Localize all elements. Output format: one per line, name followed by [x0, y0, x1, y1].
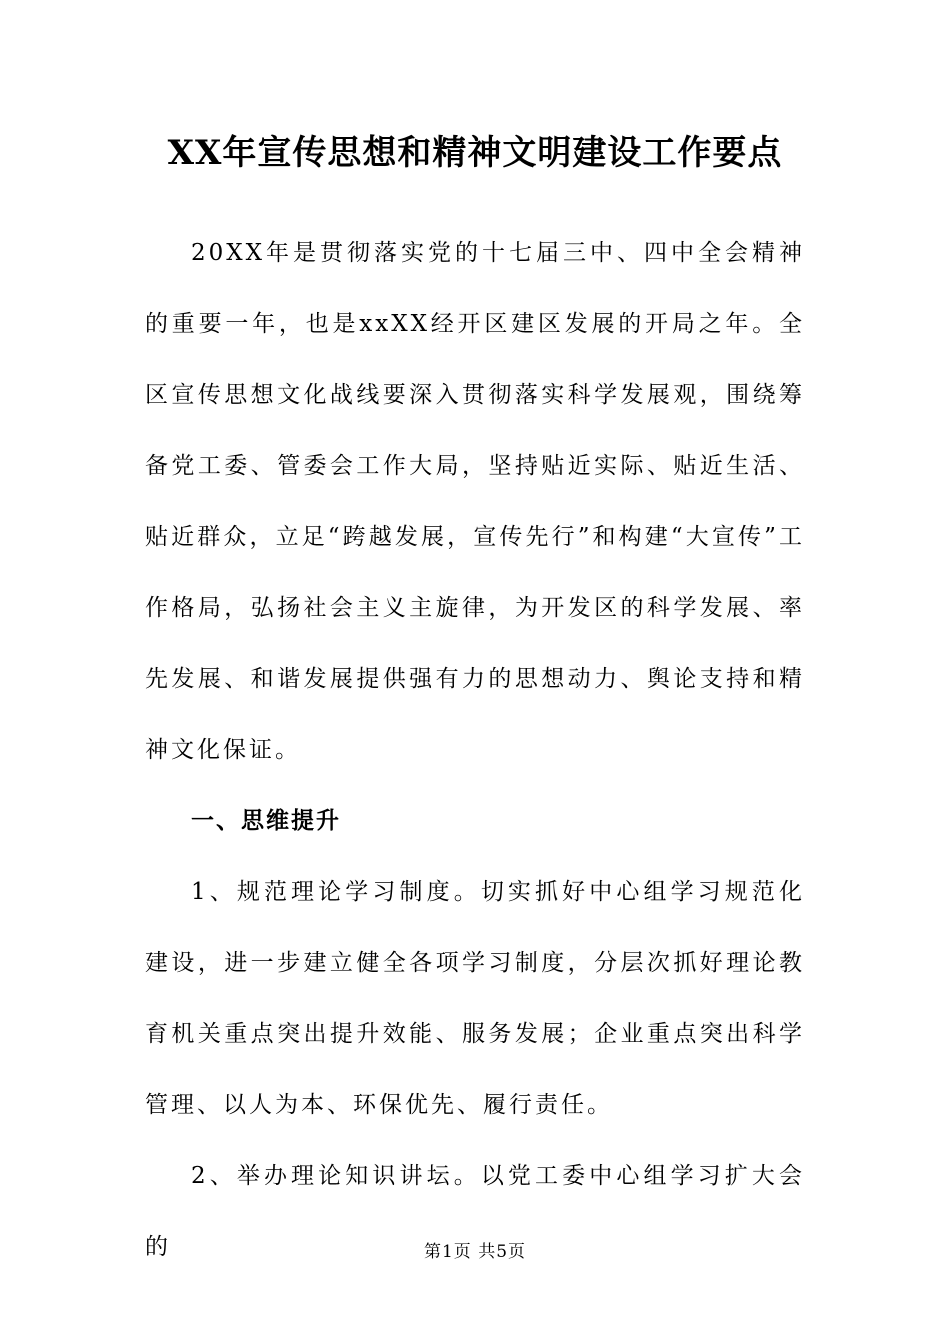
section-item-1: 1、规范理论学习制度。切实抓好中心组学习规范化建设，进一步建立健全各项学习制度，分层次抓好理论教育机关重点突出提升效能、服务发展；企业重点突出科学管理、以人为本、环保优先、履行责任。 [145, 879, 805, 1118]
section-heading: 一、思维提升 [191, 808, 341, 834]
document-body [145, 218, 805, 1283]
intro-paragraph: 20XX年是贯彻落实党的十七届三中、四中全会精神的重要一年，也是xxXX经开区建区发展的开局之年。全区宣传思想文化战线要深入贯彻落实科学发展观，围绕筹备党工委、管委会工作大局，坚持贴近实际、贴近生活、贴近群众，立足“跨越发展，宣传先行”和构建“大宣传”工作格局，弘扬社会主义主旋律，为开发区的科学发展、率先发展、和谐发展提供强有力的思想动力、舆论支持和精神文化保证。 [145, 240, 805, 763]
page-footer: 第1页 共5页 [423, 1242, 527, 1262]
document-title: XX年宣传思想和精神文明建设工作要点 [167, 133, 783, 173]
section-item-2: 2、举办理论知识讲坛。以党工委中心组学习扩大会的 [145, 1163, 805, 1260]
